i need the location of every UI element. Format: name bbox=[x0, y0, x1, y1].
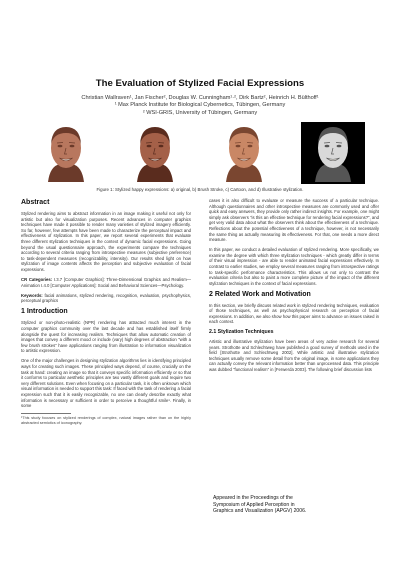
face-cartoon bbox=[212, 122, 276, 184]
figure-1-faces bbox=[34, 122, 366, 184]
right-eye bbox=[159, 145, 164, 148]
abstract-heading: Abstract bbox=[21, 199, 50, 206]
face-portrait bbox=[301, 122, 365, 184]
right-paragraph-1: cases it is also difficult to evaluate or measure the success of a particular technique. Although questionnaires and other introspective measures are commonly used and offer quick and easy answers, they provide only rather indirect insights. For example, one might simply ask observers “is this an effective technique for rendering facial expressions?”, and get very valid data about what the observers think about the effectiveness of a technique. Reflections about the potential effectiveness of a technique, however, is not necessarily the same thing as actually measuring its effectiveness. For that, one needs a more direct measure. bbox=[209, 198, 379, 243]
left-eyebrow bbox=[57, 143, 63, 144]
face-portrait bbox=[212, 122, 276, 184]
abstract-text: Stylized rendering aims to abstract information in an image making it useful not only for artistic but also for visualization purposes. Recent advances in computer graphics techniques have made it possible to render many varieties of stylized imagery efficiently. So far, however, few attempts have been made to characterize the perceptual impact and effectiveness of stylization. In this paper, we report several experiments that evaluate three different stylization techniques in the context of dynamic facial expressions. Going beyond the usual questionnaire approach, the experiments compare the techniques according to several criteria ranging from introspective measures (subjective preference) to task-dependent measures (recognizability, intensity). Our results shed light on how stylization of image contents affects the perception and subjective evaluation of facial expressions. bbox=[21, 211, 191, 272]
face-brush-stroke bbox=[123, 122, 187, 184]
keywords-label: Keywords: bbox=[21, 292, 43, 298]
paper-title: The Evaluation of Stylized Facial Expressions bbox=[95, 78, 305, 89]
section-2-heading: 2 Related Work and Motivation bbox=[209, 290, 311, 298]
right-eyebrow bbox=[336, 143, 342, 144]
publication-note-line-1: Appeared in the Proceedings of the bbox=[213, 495, 293, 501]
publication-note-line-3: Graphics and Visualization (APGV) 2006. bbox=[213, 508, 307, 515]
publication-note bbox=[213, 495, 383, 515]
figure-caption: Figure 1: Stylized happy expressions: a) original, b) Brush Stroke, c) Cartoon, and d) Illustrative stylization. bbox=[96, 187, 304, 192]
face-portrait bbox=[34, 122, 98, 184]
publication-note-line-2: Symposium of Applied Perception in bbox=[213, 501, 295, 508]
right-eye bbox=[248, 145, 253, 148]
author-block bbox=[0, 95, 400, 117]
right-paragraph-2: In this paper, we conduct a detailed evaluation of stylized rendering. More specifically, we examine the degree with which three stylization techniques - which greatly differ in terms of their visual impression - are able to render animated facial expressions effectively. In contrast to earlier studies, we employ several measures ranging from introspective ratings to task-specific performance characteristics. This allows us not only to contrast the evaluation criteria but also to paint a more complete picture of the impact of the different stylization techniques in the context of facial expressions. bbox=[209, 247, 379, 286]
left-eye bbox=[236, 145, 241, 148]
right-eye bbox=[70, 145, 75, 148]
affiliation-1: ¹ Max Planck Institute for Biological Cybernetics, Tübingen, Germany bbox=[114, 102, 286, 109]
left-eye bbox=[325, 145, 330, 148]
left-eyebrow bbox=[146, 143, 152, 144]
footnote: ¹This study focuses on stylized renderings of complex, natural images rather than on the highly abstracted semiotics of iconography. bbox=[21, 416, 191, 425]
right-column bbox=[209, 198, 379, 377]
right-eyebrow bbox=[69, 143, 75, 144]
keywords-text: facial animations, stylized rendering, recognition, evaluation, psychophysics, perceptual graphics bbox=[21, 292, 191, 304]
keywords bbox=[21, 293, 191, 304]
introduction-paragraph-2: One of the major challenges in designing stylization algorithms lies in identifying principled ways for creating such images. These principled ways depend, of course, crucially on the task at hand: creating an image so that it conveys specific information efficiently or so that it conforms to particular aesthetic principles are two vastly different goals and require two very different solutions. Even when focusing on a particular task, it is often unknown which visual information is needed to support this task: If faced with the task of rendering a facial expression such that it is easily recognizable, no one can clearly describe exactly what information is necessary or sufficient in order to perceive a thoughtful smile¹. Finally, in some bbox=[21, 358, 191, 409]
right-eyebrow bbox=[158, 143, 164, 144]
affiliation-2: ² WSI-GRIS, University of Tübingen, Germany bbox=[142, 109, 258, 116]
face-illustrative bbox=[301, 122, 365, 184]
left-eyebrow bbox=[324, 143, 330, 144]
left-eye bbox=[147, 145, 152, 148]
left-eye bbox=[58, 145, 63, 148]
author-list: Christian Wallraven¹, Jan Fischer², Douglas W. Cunningham¹·², Dirk Bartz², Heinrich H. Bülthoff¹ bbox=[81, 95, 319, 101]
right-eyebrow bbox=[247, 143, 253, 144]
cr-categories-label: CR Categories: bbox=[21, 276, 53, 282]
footnote-rule bbox=[21, 413, 71, 414]
introduction-paragraph-1: Stylized or non-photo-realistic (NPR) rendering has attracted much interest in the computer graphics community over the last decade and has established itself firmly alongside the quest for increasing realism. Techniques that allow automatic creation of images that convey a different mood or include (vary) high degrees of abstraction “with a few brush strokes” have applications ranging from illustration to information visualization to artistic expression. bbox=[21, 320, 191, 354]
face-portrait bbox=[123, 122, 187, 184]
cr-categories-text: I.3.7 [Computer Graphics]: Three-Dimensional Graphics and Realism—Animation I.4.0 [Computer Applications]: Social and Behavioral Sciences—Psychology. bbox=[21, 276, 191, 288]
left-eyebrow bbox=[235, 143, 241, 144]
face-original bbox=[34, 122, 98, 184]
section-2-paragraph: In this section, we briefly discuss related work in stylized rendering techniques, evaluation of those techniques, as well as psychophysical research on perception of facial expressions. In addition, we also show how this paper aims to advance on issues raised in each context. bbox=[209, 302, 379, 325]
subsection-2-1-paragraph: Artistic and illustrative stylization have been areas of very active research for several years. Strothotte and Schlechtweg have published a good survey of methods used in the field [Strothotte and Schlechtweg 2002]. While artistic and illustrative stylization techniques usually remove some detail from the original image, in some applications they can actually convey the relevant information better than unprocessed data. This principle was dubbed “functional realism” in [Ferwerda 2003]. The following brief discussion lists bbox=[209, 338, 379, 372]
subsection-2-1-heading: 2.1 Stylization Techniques bbox=[209, 329, 274, 336]
right-eye bbox=[337, 145, 342, 148]
left-column bbox=[21, 196, 191, 425]
cr-categories bbox=[21, 277, 191, 288]
introduction-heading: 1 Introduction bbox=[21, 308, 68, 316]
